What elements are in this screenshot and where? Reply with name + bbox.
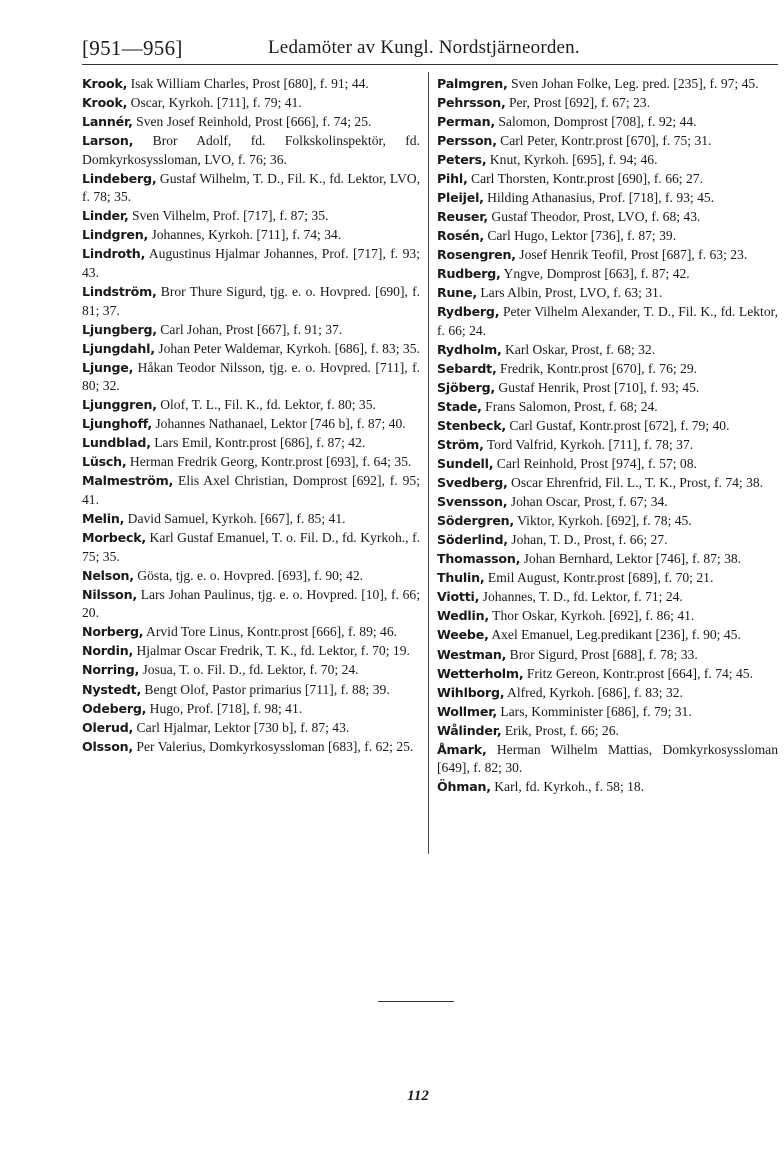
register-entry: [437, 741, 778, 778]
entry-details: Carl Thorsten, Kontr.prost [690], f. 66; 27.: [467, 171, 703, 187]
entry-details: Hugo, Prof. [718], f. 98; 41.: [146, 700, 303, 716]
entry-surname: Rune,: [437, 285, 477, 301]
entry-details: Hilding Athanasius, Prof. [718], f. 93; 45.: [483, 190, 715, 206]
right-column: [437, 75, 778, 797]
register-entry: [437, 588, 778, 607]
entry-surname: Norring,: [82, 662, 140, 678]
entry-surname: Rosén,: [437, 228, 484, 244]
entry-details: Oscar Ehrenfrid, Fil. L., T. K., Prost, f. 74; 38.: [507, 475, 764, 491]
entry-surname: Svedberg,: [437, 475, 508, 491]
entry-details: Salomon, Domprost [708], f. 92; 44.: [494, 114, 697, 130]
register-entry: [437, 665, 778, 684]
entry-details: Lars, Komminister [686], f. 79; 31.: [496, 703, 692, 719]
entry-details: Isak William Charles, Prost [680], f. 91; 44.: [127, 76, 369, 91]
entry-surname: Palmgren,: [437, 76, 508, 91]
entry-surname: Sundell,: [437, 456, 494, 472]
register-entry: [437, 607, 778, 626]
entry-surname: Rosengren,: [437, 247, 516, 263]
register-entry: [82, 567, 420, 586]
register-entry: [82, 415, 420, 434]
entry-details: Tord Valfrid, Kyrkoh. [711], f. 78; 37.: [483, 437, 694, 453]
entry-surname: Pleijel,: [437, 190, 484, 206]
end-rule: [378, 1001, 454, 1002]
register-entry: [437, 75, 778, 94]
register-entry: [437, 626, 778, 645]
register-entry: [437, 341, 778, 360]
entry-details: Thor Oskar, Kyrkoh. [692], f. 86; 41.: [488, 608, 695, 624]
entry-details: Gustaf Henrik, Prost [710], f. 93; 45.: [495, 380, 700, 396]
entry-surname: Ljungberg,: [82, 321, 157, 337]
entry-surname: Malmeström,: [82, 473, 174, 489]
entry-details: Per Valerius, Domkyrkosyssloman [683], f. 62; 25.: [133, 738, 414, 754]
entry-details: Carl Gustaf, Kontr.prost [672], f. 79; 40.: [505, 418, 730, 434]
register-entry: [82, 359, 420, 396]
entry-details: Frans Salomon, Prost, f. 68; 24.: [481, 399, 658, 415]
entry-details: Karl Gustaf Emanuel, T. o. Fil. D., fd. Kyrkoh., f. 75; 35.: [82, 530, 420, 564]
entry-details: Sven Josef Reinhold, Prost [666], f. 74; 25.: [132, 114, 372, 130]
entry-details: Viktor, Kyrkoh. [692], f. 78; 45.: [514, 513, 692, 529]
entry-details: Carl Reinhold, Prost [974], f. 57; 08.: [493, 456, 697, 472]
page-number: 112: [407, 1088, 429, 1104]
page-header: [82, 36, 778, 66]
entry-details: Bror Sigurd, Prost [688], f. 78; 33.: [506, 646, 698, 662]
register-entry: [437, 512, 778, 531]
register-entry: [82, 700, 420, 719]
entry-surname: Krook,: [82, 76, 128, 91]
entry-surname: Wollmer,: [437, 703, 497, 719]
entry-details: Per, Prost [692], f. 67; 23.: [505, 95, 650, 111]
entry-details: Axel Emanuel, Leg.predikant [236], f. 90; 45.: [488, 627, 741, 643]
entry-surname: Ljunggren,: [82, 397, 157, 413]
entry-surname: Sjöberg,: [437, 380, 496, 396]
entry-details: Fritz Gereon, Kontr.prost [664], f. 74; 45.: [523, 665, 753, 681]
register-entry: [82, 623, 420, 642]
register-entry: [437, 569, 778, 588]
entry-details: Sven Vilhelm, Prof. [717], f. 87; 35.: [128, 208, 329, 224]
entry-surname: Rydberg,: [437, 304, 500, 320]
entry-details: Johan Peter Waldemar, Kyrkoh. [686], f. 83; 35.: [154, 340, 420, 356]
register-entry: [82, 170, 420, 207]
entry-surname: Melin,: [82, 511, 125, 527]
entry-surname: Peters,: [437, 152, 487, 168]
entry-details: Håkan Teodor Nilsson, tjg. e. o. Hovpred. [711], f. 80; 32.: [82, 359, 420, 394]
entry-surname: Lundblad,: [82, 435, 151, 451]
entry-surname: Rudberg,: [437, 266, 501, 282]
entry-details: Herman Wilhelm Mattias, Domkyrkosyssloman [649], f. 82; 30.: [437, 741, 778, 776]
entry-details: Arvid Tore Linus, Kontr.prost [666], f. 89; 46.: [143, 624, 398, 640]
entry-details: Johan, T. D., Prost, f. 66; 27.: [507, 532, 668, 548]
entry-details: Sven Johan Folke, Leg. pred. [235], f. 97; 45.: [507, 76, 759, 91]
register-entry: [82, 226, 420, 245]
register-entry: [437, 398, 778, 417]
entry-surname: Wetterholm,: [437, 665, 524, 681]
register-entry: [82, 738, 420, 757]
register-entry: [437, 436, 778, 455]
register-entry: [82, 510, 420, 529]
entry-details: Carl Peter, Kontr.prost [670], f. 75; 31.: [496, 133, 712, 149]
entry-details: Lars Albin, Prost, LVO, f. 63; 31.: [476, 285, 663, 301]
entry-surname: Norberg,: [82, 624, 144, 640]
register-entry: [82, 719, 420, 738]
entry-surname: Thulin,: [437, 570, 485, 586]
entry-surname: Ljunghoff,: [82, 416, 152, 432]
entry-details: Bror Thure Sigurd, tjg. e. o. Hovpred. [690], f. 81; 37.: [82, 284, 420, 318]
register-entry: [82, 681, 420, 700]
entry-details: Karl Oskar, Prost, f. 68; 32.: [501, 342, 656, 357]
register-entry: [437, 778, 778, 797]
entry-details: Carl Johan, Prost [667], f. 91; 37.: [156, 321, 343, 337]
entry-surname: Ljungdahl,: [82, 340, 155, 356]
register-entry: [437, 284, 778, 303]
left-column: [82, 75, 420, 757]
entry-surname: Svensson,: [437, 494, 508, 510]
entry-details: Lars Emil, Kontr.prost [686], f. 87; 42.: [150, 435, 366, 451]
entry-surname: Persson,: [437, 133, 497, 149]
entry-details: Johannes Nathanael, Lektor [746 b], f. 87; 40.: [151, 416, 406, 432]
entry-surname: Stenbeck,: [437, 418, 506, 434]
register-entry: [437, 493, 778, 512]
entry-details: Oscar, Kyrkoh. [711], f. 79; 41.: [127, 95, 302, 111]
entry-details: Alfred, Kyrkoh. [686], f. 83; 32.: [504, 684, 683, 700]
entry-details: Gösta, tjg. e. o. Hovpred. [693], f. 90; 42.: [133, 567, 364, 583]
entry-details: Johan Oscar, Prost, f. 67; 34.: [507, 494, 668, 510]
entry-details: Elis Axel Christian, Domprost [692], f. 95; 41.: [82, 473, 420, 508]
entry-surname: Ljunge,: [82, 359, 134, 375]
entry-surname: Morbeck,: [82, 530, 146, 546]
entry-details: Johan Bernhard, Lektor [746], f. 87; 38.: [520, 551, 742, 567]
entry-details: Knut, Kyrkoh. [695], f. 94; 46.: [486, 152, 658, 168]
entry-details: Olof, T. L., Fil. K., fd. Lektor, f. 80; 35.: [156, 397, 376, 413]
entry-details: Carl Hugo, Lektor [736], f. 87; 39.: [483, 228, 677, 244]
register-entry: [437, 474, 778, 493]
register-entry: [437, 303, 778, 340]
register-entry: [437, 189, 778, 208]
register-entry: [82, 340, 420, 359]
entry-surname: Olerud,: [82, 719, 134, 735]
register-entry: [437, 132, 778, 151]
entry-surname: Viotti,: [437, 589, 480, 605]
entry-details: Karl, fd. Kyrkoh., f. 58; 18.: [490, 779, 645, 795]
register-entry: [437, 379, 778, 398]
register-entry: [437, 703, 778, 722]
entry-surname: Linder,: [82, 208, 129, 224]
register-entry: [82, 434, 420, 453]
entry-details: Lars Johan Paulinus, tjg. e. o. Hovpred. [10], f. 66; 20.: [82, 586, 420, 621]
entry-surname: Sebardt,: [437, 361, 497, 377]
entry-details: Josua, T. o. Fil. D., fd. Lektor, f. 70; 24.: [139, 662, 359, 678]
entry-surname: Nordin,: [82, 643, 134, 659]
entry-details: Herman Fredrik Georg, Kontr.prost [693], f. 64; 35.: [126, 454, 412, 470]
register-entry: [82, 396, 420, 415]
entry-surname: Reuser,: [437, 209, 488, 225]
register-entry: [82, 113, 420, 132]
entry-details: Fredrik, Kontr.prost [670], f. 76; 29.: [496, 361, 698, 377]
entry-surname: Lindström,: [82, 284, 157, 300]
register-entry: [82, 661, 420, 680]
entry-surname: Pihl,: [437, 171, 468, 187]
running-title: Ledamöter av Kungl. Nordstjärneorden.: [268, 37, 580, 58]
column-divider: [428, 72, 429, 854]
entry-surname: Wihlborg,: [437, 684, 505, 700]
register-entry: [437, 246, 778, 265]
register-entry: [82, 529, 420, 566]
register-entry: [82, 207, 420, 226]
register-entry: [437, 646, 778, 665]
entry-details: Gustaf Theodor, Prost, LVO, f. 68; 43.: [488, 209, 701, 225]
register-entry: [437, 94, 778, 113]
entry-surname: Odeberg,: [82, 700, 147, 716]
register-entry: [82, 75, 420, 94]
entry-surname: Söderlind,: [437, 532, 508, 548]
entry-details: Carl Hjalmar, Lektor [730 b], f. 87; 43.: [133, 719, 350, 735]
register-entry: [437, 227, 778, 246]
register-entry: [82, 94, 420, 113]
register-entry: [82, 132, 420, 169]
entry-surname: Krook,: [82, 95, 128, 111]
entry-details: Johannes, Kyrkoh. [711], f. 74; 34.: [148, 227, 342, 243]
entry-surname: Pehrsson,: [437, 95, 506, 111]
entry-details: Peter Vilhelm Alexander, T. D., Fil. K., fd. Lektor, f. 66; 24.: [437, 304, 778, 338]
register-entry: [82, 642, 420, 661]
entry-surname: Lindeberg,: [82, 170, 157, 186]
entry-details: David Samuel, Kyrkoh. [667], f. 85; 41.: [124, 511, 346, 527]
register-entry: [437, 360, 778, 379]
entry-surname: Lindgren,: [82, 227, 149, 243]
register-entry: [437, 265, 778, 284]
entry-surname: Ström,: [437, 437, 484, 453]
register-entry: [437, 417, 778, 436]
entry-surname: Stade,: [437, 399, 482, 415]
register-entry: [437, 531, 778, 550]
entry-surname: Lannér,: [82, 114, 133, 130]
entry-surname: Wålinder,: [437, 722, 502, 738]
register-entry: [437, 684, 778, 703]
entry-details: Gustaf Wilhelm, T. D., Fil. K., fd. Lektor, LVO, f. 78; 35.: [82, 170, 420, 205]
register-entry: [82, 245, 420, 282]
register-entry: [437, 550, 778, 569]
entry-details: Bror Adolf, fd. Folkskolinspektör, fd. Domkyrkosyssloman, LVO, f. 76; 36.: [82, 133, 420, 167]
entry-surname: Öhman,: [437, 779, 491, 795]
entry-surname: Lindroth,: [82, 246, 146, 262]
header-rule: [82, 64, 778, 65]
register-entry: [82, 586, 420, 623]
entry-surname: Wedlin,: [437, 608, 489, 624]
register-entry: [437, 113, 778, 132]
entry-details: Hjalmar Oscar Fredrik, T. K., fd. Lektor, f. 70; 19.: [133, 643, 410, 659]
entry-surname: Weebe,: [437, 627, 489, 643]
register-entry: [82, 472, 420, 509]
register-entry: [82, 453, 420, 472]
entry-surname: Åmark,: [437, 741, 487, 757]
entry-surname: Lüsch,: [82, 454, 127, 470]
entry-details: Yngve, Domprost [663], f. 87; 42.: [500, 266, 690, 282]
register-entry: [82, 321, 420, 340]
register-entry: [437, 151, 778, 170]
entry-surname: Nelson,: [82, 567, 134, 583]
entry-surname: Westman,: [437, 646, 507, 662]
entry-surname: Rydholm,: [437, 342, 502, 357]
entry-details: Erik, Prost, f. 66; 26.: [501, 722, 619, 738]
entry-details: Bengt Olof, Pastor primarius [711], f. 88; 39.: [141, 681, 390, 697]
register-entry: [437, 455, 778, 474]
entry-surname: Larson,: [82, 133, 134, 149]
entry-surname: Nystedt,: [82, 681, 142, 697]
entry-surname: Perman,: [437, 114, 495, 130]
entry-surname: Nilsson,: [82, 586, 137, 602]
entry-details: Emil August, Kontr.prost [689], f. 70; 21.: [484, 570, 714, 586]
entry-surname: Thomasson,: [437, 551, 521, 567]
entry-details: Johannes, T. D., fd. Lektor, f. 71; 24.: [479, 589, 683, 605]
register-entry: [437, 208, 778, 227]
register-entry: [437, 722, 778, 741]
entry-surname: Södergren,: [437, 513, 515, 529]
entry-details: Augustinus Hjalmar Johannes, Prof. [717], f. 93; 43.: [82, 246, 420, 280]
register-entry: [437, 170, 778, 189]
section-range: [951—956]: [82, 36, 183, 60]
register-entry: [82, 283, 420, 320]
entry-surname: Olsson,: [82, 738, 134, 754]
entry-details: Josef Henrik Teofil, Prost [687], f. 63; 23.: [515, 247, 748, 263]
